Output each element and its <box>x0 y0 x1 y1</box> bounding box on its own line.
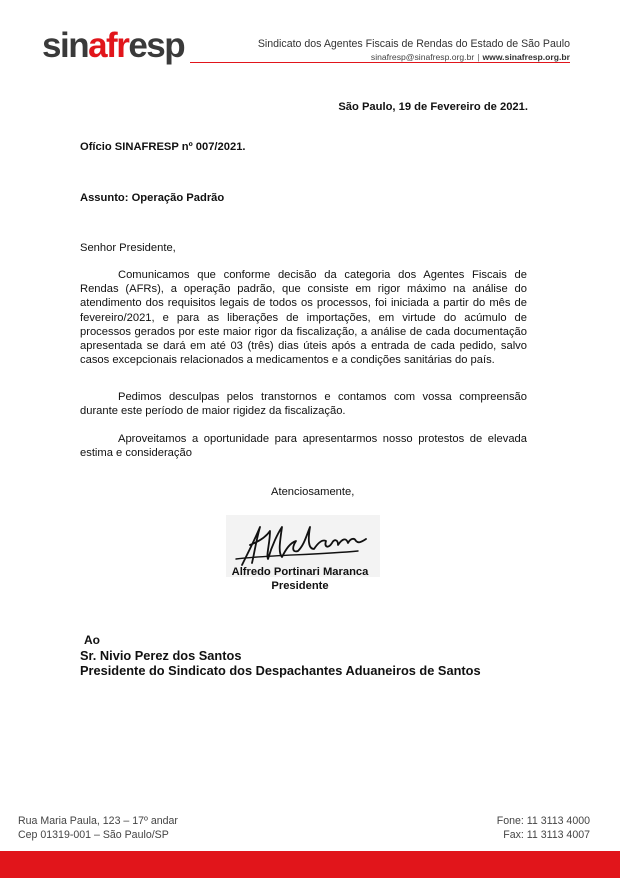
letter-subject: Assunto: Operação Padrão <box>80 192 225 204</box>
letter-date: São Paulo, 19 de Fevereiro de 2021. <box>338 101 528 113</box>
addressee-title: Presidente do Sindicato dos Despachantes Aduaneiros de Santos <box>80 663 481 678</box>
header-divider <box>190 62 570 63</box>
footer-phone: Fone: 11 3113 4000 <box>496 815 590 827</box>
letter-paragraph-3: Aproveitamos a oportunidade para apresentarmos nosso protestos de elevada estima e consideração <box>80 433 527 460</box>
footer-fax: Fax: 11 3113 4007 <box>503 829 590 841</box>
addressee-prefix: Ao <box>84 633 100 647</box>
signer-name: Alfredo Portinari Maranca <box>231 566 369 578</box>
footer-red-bar <box>0 851 620 878</box>
letter-reference: Ofício SINAFRESP nº 007/2021. <box>80 141 246 153</box>
letter-closing: Atenciosamente, <box>271 486 355 498</box>
header-contact <box>371 52 570 62</box>
letter-greeting: Senhor Presidente, <box>80 242 176 254</box>
signer-title: Presidente <box>271 580 329 592</box>
letter-paragraph-1: Comunicamos que conforme decisão da categoria dos Agentes Fiscais de Rendas (AFRs), a operação padrão, que consiste em rigor máximo na análise do atendimento dos requisitos legais de todos os processos, foi iniciada a partir do mês de fevereiro/2021, e para as liberações de importações, em virtude do acúmulo de processos gerados por este maior rigor da fiscalização, a análise de cada documentação apresentada se dará em até 03 (três) dias úteis após a entrada de cada pedido, salvo casos excepcionais relacionados a medicamentos e a condições sanitárias do país. <box>80 269 527 367</box>
logo-text-part1: sin <box>42 26 89 65</box>
signer-block <box>200 565 400 593</box>
header-website-link[interactable]: www.sinafresp.org.br <box>482 52 570 62</box>
letter-paragraph-2: Pedimos desculpas pelos transtornos e contamos com vossa compreensão durante este período de maior rigidez da fiscalização. <box>80 391 527 418</box>
contact-separator: | <box>477 52 480 62</box>
footer-address-line-2: Cep 01319-001 – São Paulo/SP <box>18 829 169 841</box>
logo-text-part3: esp <box>128 26 185 65</box>
organization-name: Sindicato dos Agentes Fiscais de Rendas do Estado de São Paulo <box>257 38 570 50</box>
footer-address-line-1: Rua Maria Paula, 123 – 17º andar <box>18 815 178 827</box>
header-email-link[interactable]: sinafresp@sinafresp.org.br <box>370 52 475 62</box>
addressee-name: Sr. Nivio Perez dos Santos <box>80 648 242 663</box>
sinafresp-logo <box>42 28 184 63</box>
logo-text-part2: afr <box>88 26 129 65</box>
